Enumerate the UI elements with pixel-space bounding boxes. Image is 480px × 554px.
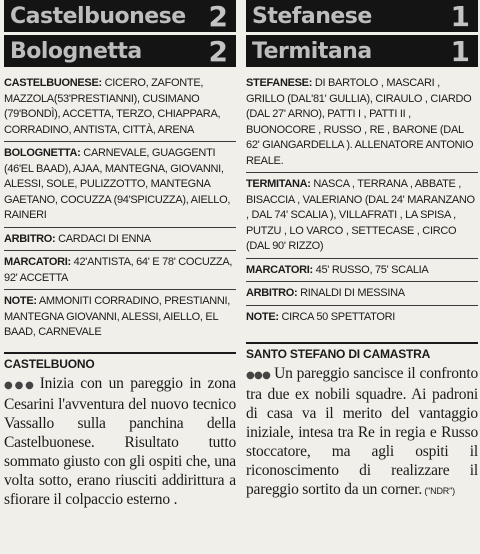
section-text: 45' RUSSO, 75' SCALIA xyxy=(312,263,429,276)
section-label: NOTE: xyxy=(246,310,279,323)
scorers xyxy=(246,258,478,282)
referee xyxy=(4,227,236,251)
section-text: CARNEVALE, GUAGGENTI (46'EL BAAD), AJAA, MANTEGNA, GIOVANNI, ALESSI, SOLE, PULIZZOTTO, MANTEGNA GAETANO, COCUZZA (94'SPICUZZA), AIELLO, RAINERI xyxy=(4,147,231,221)
left-match-column xyxy=(4,0,236,509)
team-score: 1 xyxy=(450,0,470,33)
team-bar-away xyxy=(246,35,478,67)
lineup-away xyxy=(246,172,478,258)
scorers xyxy=(4,250,236,289)
team-name: Castelbuonese xyxy=(10,3,186,29)
article-heading: CASTELBUONO xyxy=(4,352,236,371)
right-match-column xyxy=(246,0,478,501)
article-text: Inizia con un pareggio in zona Cesarini l'avventura del nuovo tecnico Vassallo sulla panchina della Castelbuonese. Risultato tutto sommato giusto con gli ospiti che, una volta sotto, erano riusciti addirittura a sfiorare il colpaccio esterno . xyxy=(4,374,236,508)
section-label: MARCATORI: xyxy=(246,263,313,276)
article-text: Un pareggio sancisce il confronto tra due ex nobili squadre. Ai padroni di casa va il merito del vantaggio iniziale, intesa tra Re in regia e Russo stoccatore, ma agli ospiti il riconoscimento di realizzare il pareggio sortito da un corner. xyxy=(246,365,478,498)
team-bar-home xyxy=(4,0,236,32)
section-label: MARCATORI: xyxy=(4,256,71,268)
section-label: ARBITRO: xyxy=(246,287,298,299)
lineup-home xyxy=(246,70,478,172)
team-score: 1 xyxy=(450,34,470,68)
article-body xyxy=(4,374,236,509)
section-text: RINALDI DI MESSINA xyxy=(297,287,405,299)
lineup-away xyxy=(4,141,236,227)
lineup-home xyxy=(4,70,236,141)
section-label: ARBITRO: xyxy=(4,232,56,245)
section-label: NOTE: xyxy=(4,295,37,307)
team-name: Stefanese xyxy=(252,3,372,29)
team-name: Termitana xyxy=(252,38,372,64)
section-text: AMMONITI CORRADINO, PRESTIANNI, MANTEGNA GIOVANNI, ALESSI, AIELLO, EL BAAD, CARNEVALE xyxy=(4,295,231,338)
team-score: 2 xyxy=(208,34,228,68)
notes xyxy=(4,289,236,344)
article-heading: SANTO STEFANO DI CAMASTRA xyxy=(246,342,478,361)
section-label: TERMITANA: xyxy=(246,178,311,190)
team-name: Bolognetta xyxy=(10,38,142,64)
section-label: STEFANESE: xyxy=(246,77,313,89)
bullet-dots-icon: ●●● xyxy=(246,370,271,381)
bullet-dots-icon: ●●● xyxy=(4,379,36,391)
section-text: CICERO, ZAFONTE, MAZZOLA(53'PRESTIANNI), CUSIMANO (79'BONDÌ), ACCETTA, TERZO, CHIAPPARA, CORRADINO, ANTISTA, CITTÀ, ARENA xyxy=(4,77,221,136)
article-body xyxy=(246,364,478,501)
team-bar-home xyxy=(246,0,478,32)
section-text: 42'ANTISTA, 64' E 78' COCUZZA, 92' ACCETTA xyxy=(4,256,233,284)
notes xyxy=(246,305,478,329)
section-text: NASCA , TERRANA , ABBATE , BISACCIA , VALERIANO (DAL 24' MARANZANO , DAL 74' SCALIA ), VILLAFRATI , LA SPISA , PUTZU , LO VARCO , SETTECASE , CIRCO (DAL 90' RIZZO) xyxy=(246,178,475,252)
section-label: BOLOGNETTA: xyxy=(4,147,81,159)
section-label: CASTELBUONESE: xyxy=(4,77,102,89)
team-score: 2 xyxy=(208,0,228,33)
editor-note: ("NDR") xyxy=(422,486,455,496)
section-text: DI BARTOLO , MASCARI , GRILLO (DAL'81' GULLIA), CIRAULO , CIARDO (DAL 27' ARNO), PATTI I , PATTI II , BUONOCORE , RUSSO , RE , BARONE (DAL 62' GIANGARDELLA ). ALLENATORE ANTONIO REALE. xyxy=(246,77,474,167)
team-bar-away xyxy=(4,35,236,67)
section-text: CARDACI DI ENNA xyxy=(55,232,151,245)
referee xyxy=(246,281,478,305)
section-text: CIRCA 50 SPETTATORI xyxy=(278,310,395,323)
